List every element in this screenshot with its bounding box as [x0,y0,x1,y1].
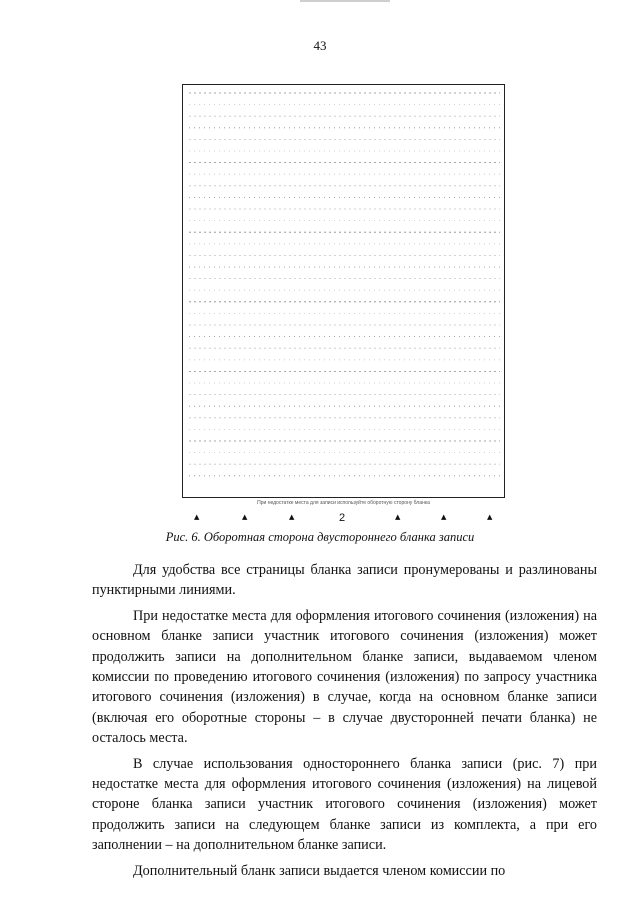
paragraph: Дополнительный бланк записи выдается членом комиссии по [133,862,506,879]
figure-caption: Рис. 6. Оборотная сторона двустороннего бланка записи [165,530,475,544]
triangle-marker-icon: ▲ [289,513,295,521]
triangle-marker-icon: ▲ [242,513,248,521]
paragraph: При недостатке места для оформления итогового сочинения (изложения) на основном бланке записи участник итогового сочинения (изложения) может продолжить записи на дополнительном бланке записи, выдаваемом членом комиссии по проведению итогового сочинения (изложения) по запросу участника итогового сочинения (изложения) в случае, когда на основном бланке записи (включая его оборотные стороны – в случае двусторонней печати бланка) не осталось места. [92,607,597,747]
paragraph: В случае использования одностороннего бланка записи (рис. 7) при недостатке места для оформления итогового сочинения (изложения) на лицевой стороне бланка записи участник итогового сочинения (изложения) может продолжить записи на следующем бланке записи из комплекта, а при его заполнении – на дополнительном бланке записи. [92,755,597,854]
triangle-marker-icon: ▲ [487,513,493,521]
triangle-marker-icon: ▲ [395,513,401,521]
triangle-marker-icon: ▲ [441,513,447,521]
form-bottom-note: При недостатке места для записи используйте оборотную сторону бланка [257,500,430,506]
answer-form-back-side [182,84,505,498]
scan-edge-artifact [300,0,390,2]
body-text [92,560,597,881]
triangle-marker-icon: ▲ [194,513,200,521]
dotted-ruling-lines [183,85,505,498]
page-number: 43 [313,38,327,53]
form-alignment-markers [182,512,505,524]
form-page-label: 2 [339,512,346,524]
paragraph: Для удобства все страницы бланка записи пронумерованы и разлинованы пунктирными линиями. [92,562,597,599]
